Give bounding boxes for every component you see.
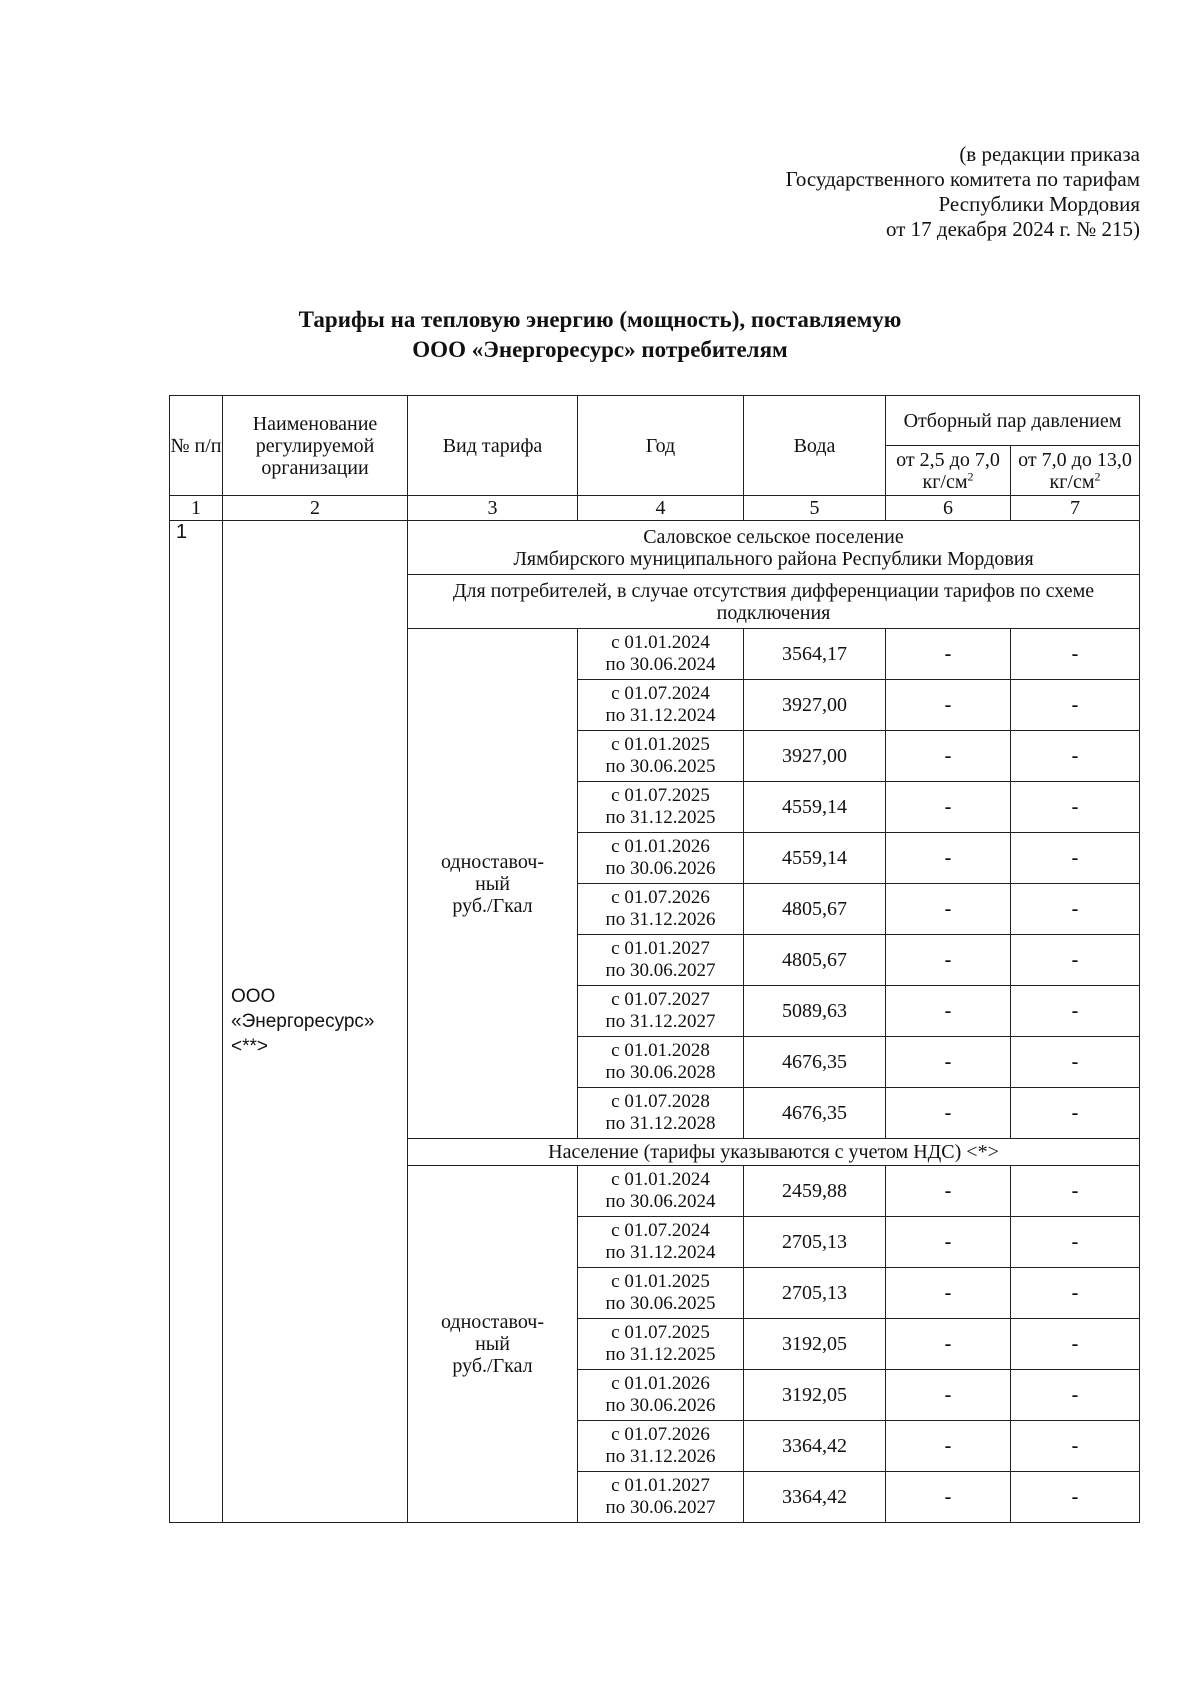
header-year: Год bbox=[578, 396, 744, 496]
period-cell bbox=[578, 833, 744, 884]
period-from: с 01.01.2024 bbox=[611, 1169, 710, 1190]
tariff-type-line: ный bbox=[475, 872, 510, 895]
steam-low-tariff: - bbox=[886, 884, 1011, 935]
steam-high-tariff: - bbox=[1011, 833, 1140, 884]
period-from: с 01.01.2026 bbox=[611, 1373, 710, 1394]
row-number: 1 bbox=[170, 521, 223, 1523]
period-cell bbox=[578, 986, 744, 1037]
water-tariff: 5089,63 bbox=[744, 986, 886, 1037]
group2-title: Население (тарифы указываются с учетом НДС) <*> bbox=[408, 1139, 1140, 1166]
col-number: 1 bbox=[170, 496, 223, 521]
period-from: с 01.01.2026 bbox=[611, 836, 710, 857]
steam-low-tariff: - bbox=[886, 1319, 1011, 1370]
steam-low-tariff: - bbox=[886, 1268, 1011, 1319]
steam-high-tariff: - bbox=[1011, 1166, 1140, 1217]
period-from: с 01.01.2028 bbox=[611, 1040, 710, 1061]
period-cell bbox=[578, 680, 744, 731]
period-cell bbox=[578, 1217, 744, 1268]
steam-high-tariff: - bbox=[1011, 935, 1140, 986]
period-cell bbox=[578, 1370, 744, 1421]
header-num: № п/п bbox=[170, 396, 223, 496]
steam-low-tariff: - bbox=[886, 629, 1011, 680]
period-cell bbox=[578, 1421, 744, 1472]
amendment-note-line: Республики Мордовия bbox=[938, 192, 1140, 216]
amendment-note-line: Государственного комитета по тарифам bbox=[785, 167, 1140, 191]
document-title bbox=[0, 305, 1200, 365]
org-name-line: «Энергоресурс» bbox=[231, 1011, 375, 1032]
title-line: Тарифы на тепловую энергию (мощность), поставляемую bbox=[298, 307, 902, 332]
steam-low-tariff: - bbox=[886, 731, 1011, 782]
steam-low-tariff: - bbox=[886, 782, 1011, 833]
steam-high-tariff: - bbox=[1011, 1421, 1140, 1472]
water-tariff: 3564,17 bbox=[744, 629, 886, 680]
tariff-type-line: одноставоч- bbox=[440, 1311, 545, 1333]
col-number: 2 bbox=[223, 496, 408, 521]
tariff-type-line: руб./Гкал bbox=[452, 1355, 533, 1377]
group1-title: Для потребителей, в случае отсутствия дифференциации тарифов по схеме подключения bbox=[408, 575, 1140, 629]
period-cell bbox=[578, 1037, 744, 1088]
period-from: с 01.01.2025 bbox=[611, 1271, 710, 1292]
amendment-note bbox=[786, 142, 1140, 242]
water-tariff: 2459,88 bbox=[744, 1166, 886, 1217]
water-tariff: 2705,13 bbox=[744, 1268, 886, 1319]
header-tariff-type: Вид тарифа bbox=[408, 396, 578, 496]
org-name-line: ООО bbox=[231, 986, 276, 1007]
period-to: по 30.06.2026 bbox=[605, 858, 716, 879]
amendment-note-line: (в редакции приказа bbox=[959, 142, 1140, 166]
period-cell bbox=[578, 1268, 744, 1319]
col-number: 7 bbox=[1011, 496, 1140, 521]
steam-low-tariff: - bbox=[886, 1472, 1011, 1523]
period-to: по 31.12.2025 bbox=[605, 807, 716, 828]
steam-high-tariff: - bbox=[1011, 782, 1140, 833]
steam-low-tariff: - bbox=[886, 986, 1011, 1037]
water-tariff: 3927,00 bbox=[744, 731, 886, 782]
steam-low-tariff: - bbox=[886, 833, 1011, 884]
period-cell bbox=[578, 1319, 744, 1370]
tariff-type-cell bbox=[408, 629, 578, 1139]
period-from: с 01.07.2028 bbox=[611, 1091, 710, 1112]
period-to: по 30.06.2026 bbox=[605, 1395, 716, 1416]
period-from: с 01.07.2026 bbox=[611, 1424, 710, 1445]
period-from: с 01.01.2027 bbox=[611, 938, 710, 959]
column-number-row bbox=[170, 496, 1140, 521]
steam-low-tariff: - bbox=[886, 1037, 1011, 1088]
water-tariff: 4559,14 bbox=[744, 782, 886, 833]
steam-high-tariff: - bbox=[1011, 629, 1140, 680]
org-footnote-ref: <**> bbox=[231, 1036, 268, 1057]
period-to: по 31.12.2026 bbox=[605, 1446, 716, 1467]
superscript: 2 bbox=[967, 468, 974, 483]
header-row bbox=[170, 396, 1140, 446]
water-tariff: 4805,67 bbox=[744, 935, 886, 986]
period-from: с 01.01.2025 bbox=[611, 734, 710, 755]
header-steam: Отборный пар давлением bbox=[886, 396, 1140, 446]
period-from: с 01.07.2024 bbox=[611, 683, 710, 704]
tariff-table bbox=[169, 395, 1140, 1523]
period-from: с 01.07.2025 bbox=[611, 1322, 710, 1343]
period-to: по 30.06.2025 bbox=[605, 756, 716, 777]
period-cell bbox=[578, 1088, 744, 1139]
period-to: по 30.06.2028 bbox=[605, 1062, 716, 1083]
period-cell bbox=[578, 629, 744, 680]
header-steam-low-text: от 2,5 до 7,0 кг/см bbox=[896, 448, 1000, 493]
steam-high-tariff: - bbox=[1011, 680, 1140, 731]
period-to: по 31.12.2025 bbox=[605, 1344, 716, 1365]
tariff-type-cell bbox=[408, 1166, 578, 1523]
steam-high-tariff: - bbox=[1011, 1217, 1140, 1268]
region-line: Лямбирского муниципального района Республики Мордовия bbox=[513, 547, 1034, 570]
region-title bbox=[408, 521, 1140, 575]
tariff-type-line: одноставоч- bbox=[440, 850, 545, 873]
steam-low-tariff: - bbox=[886, 1421, 1011, 1472]
period-to: по 31.12.2027 bbox=[605, 1011, 716, 1032]
water-tariff: 3192,05 bbox=[744, 1319, 886, 1370]
period-from: с 01.07.2027 bbox=[611, 989, 710, 1010]
header-water: Вода bbox=[744, 396, 886, 496]
steam-high-tariff: - bbox=[1011, 1370, 1140, 1421]
steam-high-tariff: - bbox=[1011, 986, 1140, 1037]
steam-low-tariff: - bbox=[886, 1166, 1011, 1217]
water-tariff: 4676,35 bbox=[744, 1088, 886, 1139]
steam-high-tariff: - bbox=[1011, 1319, 1140, 1370]
steam-low-tariff: - bbox=[886, 1370, 1011, 1421]
period-to: по 30.06.2027 bbox=[605, 960, 716, 981]
steam-high-tariff: - bbox=[1011, 1472, 1140, 1523]
title-line: ООО «Энергоресурс» потребителям bbox=[412, 337, 788, 362]
col-number: 5 bbox=[744, 496, 886, 521]
header-steam-high bbox=[1011, 446, 1140, 496]
water-tariff: 3364,42 bbox=[744, 1421, 886, 1472]
steam-low-tariff: - bbox=[886, 1088, 1011, 1139]
header-steam-low bbox=[886, 446, 1011, 496]
period-from: с 01.01.2027 bbox=[611, 1475, 710, 1496]
steam-high-tariff: - bbox=[1011, 884, 1140, 935]
period-cell bbox=[578, 782, 744, 833]
period-to: по 31.12.2024 bbox=[605, 1242, 716, 1263]
water-tariff: 3192,05 bbox=[744, 1370, 886, 1421]
water-tariff: 4805,67 bbox=[744, 884, 886, 935]
period-to: по 30.06.2024 bbox=[605, 654, 716, 675]
period-to: по 30.06.2025 bbox=[605, 1293, 716, 1314]
steam-high-tariff: - bbox=[1011, 1088, 1140, 1139]
water-tariff: 3364,42 bbox=[744, 1472, 886, 1523]
col-number: 4 bbox=[578, 496, 744, 521]
period-from: с 01.01.2024 bbox=[611, 632, 710, 653]
period-to: по 31.12.2026 bbox=[605, 909, 716, 930]
organization-cell bbox=[223, 521, 408, 1523]
steam-low-tariff: - bbox=[886, 1217, 1011, 1268]
period-from: с 01.07.2024 bbox=[611, 1220, 710, 1241]
period-from: с 01.07.2025 bbox=[611, 785, 710, 806]
superscript: 2 bbox=[1094, 468, 1101, 483]
period-cell bbox=[578, 731, 744, 782]
water-tariff: 2705,13 bbox=[744, 1217, 886, 1268]
region-line: Саловское сельское поселение bbox=[643, 525, 904, 548]
period-to: по 30.06.2027 bbox=[605, 1497, 716, 1518]
steam-low-tariff: - bbox=[886, 935, 1011, 986]
period-cell bbox=[578, 935, 744, 986]
steam-high-tariff: - bbox=[1011, 1037, 1140, 1088]
col-number: 6 bbox=[886, 496, 1011, 521]
tariff-type-line: ный bbox=[475, 1333, 510, 1355]
period-cell bbox=[578, 1166, 744, 1217]
period-cell bbox=[578, 884, 744, 935]
header-steam-high-text: от 7,0 до 13,0 кг/см bbox=[1018, 448, 1132, 493]
period-to: по 31.12.2028 bbox=[605, 1113, 716, 1134]
period-from: с 01.07.2026 bbox=[611, 887, 710, 908]
steam-high-tariff: - bbox=[1011, 1268, 1140, 1319]
period-cell bbox=[578, 1472, 744, 1523]
water-tariff: 4559,14 bbox=[744, 833, 886, 884]
period-to: по 30.06.2024 bbox=[605, 1191, 716, 1212]
tariff-type-line: руб./Гкал bbox=[452, 894, 533, 917]
header-org: Наименование регулируемой организации bbox=[223, 396, 408, 496]
water-tariff: 3927,00 bbox=[744, 680, 886, 731]
steam-high-tariff: - bbox=[1011, 731, 1140, 782]
amendment-note-line: от 17 декабря 2024 г. № 215) bbox=[886, 217, 1140, 241]
period-to: по 31.12.2024 bbox=[605, 705, 716, 726]
water-tariff: 4676,35 bbox=[744, 1037, 886, 1088]
col-number: 3 bbox=[408, 496, 578, 521]
region-row bbox=[170, 521, 1140, 575]
steam-low-tariff: - bbox=[886, 680, 1011, 731]
